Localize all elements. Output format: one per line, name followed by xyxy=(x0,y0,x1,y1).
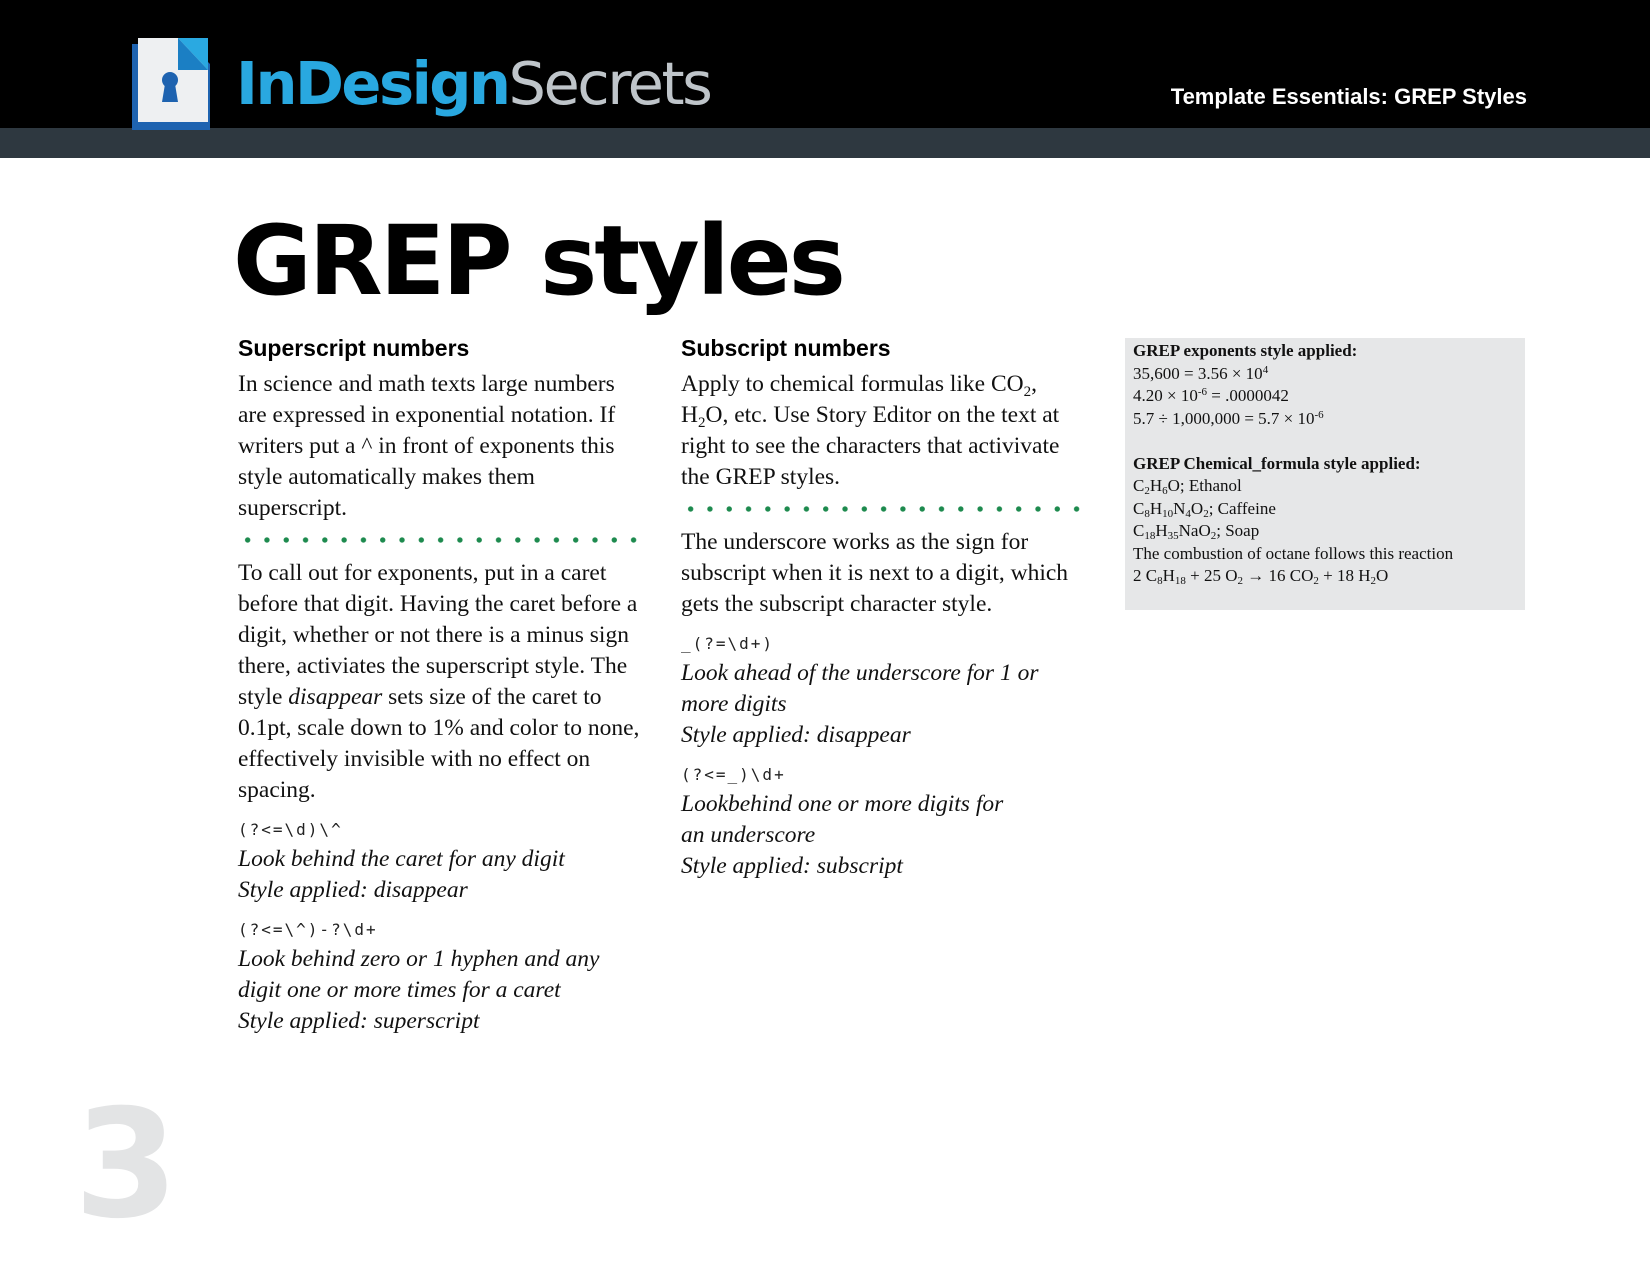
example-text: = .0000042 xyxy=(1207,386,1289,405)
superscript-body-italic: disappear xyxy=(288,684,383,710)
combustion-reaction: 2 $C_8H_{18} + 25$ $O_2 \to 16$ $CO_2 + 18$ $H_2O$ xyxy=(1133,566,1389,587)
grep-expression-code: (?<=_)\d+ xyxy=(681,765,786,784)
subscript-digit: 2 xyxy=(1023,384,1032,400)
dotted-divider xyxy=(681,503,1081,515)
example-sidebox xyxy=(1125,338,1525,610)
exponent-example xyxy=(1133,385,1517,408)
grep-style-applied: Style applied: disappear xyxy=(681,722,911,748)
grep-expression-code: (?<=\d)\^ xyxy=(238,820,343,839)
subscript-column xyxy=(681,333,1091,882)
subscript-digit: 2 xyxy=(697,415,706,431)
grep-description-line: more digits xyxy=(681,691,787,717)
superscript-digit: 4 xyxy=(1262,363,1269,376)
chemical-heading: GREP Chemical_formula style applied: xyxy=(1133,453,1421,473)
superscript-body xyxy=(238,558,648,806)
exponents-heading: GREP exponents style applied: xyxy=(1133,341,1358,360)
document-keyhole-icon xyxy=(132,38,212,130)
superscript-body-part2: sets size of the caret to 0.1pt, scale down to 1% and color to none, effectively invisible with no effect on spacing. xyxy=(238,684,640,803)
subscript-intro-text: H xyxy=(681,402,698,428)
dotted-divider xyxy=(238,534,638,546)
subscript-intro xyxy=(681,369,1091,493)
exponent-example xyxy=(1133,363,1517,386)
grep-description-line: digit one or more times for a caret xyxy=(238,977,561,1003)
grep-expression-code: (?<=\^)-?\d+ xyxy=(238,920,378,939)
subscript-heading: Subscript numbers xyxy=(681,335,891,361)
subscript-intro-text: O, etc. Use Story Editor on the text at right to see the characters that activivate the GREP styles. xyxy=(681,402,1060,490)
page-number: 3 xyxy=(74,1078,179,1252)
brand-part-indesign: InDesign xyxy=(236,49,509,118)
exponent-example xyxy=(1133,408,1517,431)
brand-wordmark xyxy=(236,49,711,118)
example-text: 35,600 = 3.56 × 10 xyxy=(1133,363,1263,383)
combustion-text: The combustion of octane follows this reaction xyxy=(1133,543,1454,563)
formula-caffeine: $C_8H_{10}N_4O_2$; Caffeine xyxy=(1133,498,1276,520)
example-text: 5.7 ÷ 1,000,000 = 5.7 × 10 xyxy=(1133,408,1315,428)
formula-soap: $C_{18}H_{35}NaO_2$; Soap xyxy=(1133,521,1260,542)
grep-description-line: Look ahead of the underscore for 1 or xyxy=(681,660,1039,686)
page-title: GREP styles xyxy=(233,205,843,317)
subscript-intro-text: Apply to chemical formulas like CO xyxy=(681,371,1024,397)
header-band xyxy=(0,128,1650,158)
spacer xyxy=(1133,430,1517,453)
formula-ethanol: $C_2H_6O$; Ethanol xyxy=(1133,476,1242,497)
superscript-column xyxy=(238,333,648,1037)
brand-part-secrets: Secrets xyxy=(508,49,711,118)
grep-style-applied: Style applied: subscript xyxy=(681,853,903,879)
example-text: 4.20 × 10 xyxy=(1133,386,1198,405)
superscript-heading: Superscript numbers xyxy=(238,335,470,361)
subscript-intro-text: , xyxy=(1031,371,1038,397)
grep-description-line: Look behind the caret for any digit xyxy=(238,846,565,872)
grep-description-line: Look behind zero or 1 hyphen and any xyxy=(238,946,600,972)
grep-description-line: Lookbehind one or more digits for xyxy=(681,791,1004,817)
superscript-intro: In science and math texts large numbers are expressed in exponential notation. If writers put a ^ in front of exponents this style automatically makes them superscript. xyxy=(238,371,616,521)
grep-expression-code: _(?=\d+) xyxy=(681,634,775,653)
subscript-body: The underscore works as the sign for subscript when it is next to a digit, which gets the subscript character style. xyxy=(681,529,1069,617)
superscript-digit: -6 xyxy=(1314,408,1324,421)
grep-style-applied: Style applied: disappear xyxy=(238,877,468,903)
superscript-digit: -6 xyxy=(1197,386,1208,398)
superscript-body-part1: To call out for exponents, put in a caret before that digit. Having the caret before a digit, whether or not there is a minus sign there, activiates the superscript style. The style xyxy=(238,560,638,710)
grep-description-line: an underscore xyxy=(681,822,816,848)
grep-style-applied: Style applied: superscript xyxy=(238,1008,480,1034)
header-section-title: Template Essentials: GREP Styles xyxy=(1170,84,1527,109)
